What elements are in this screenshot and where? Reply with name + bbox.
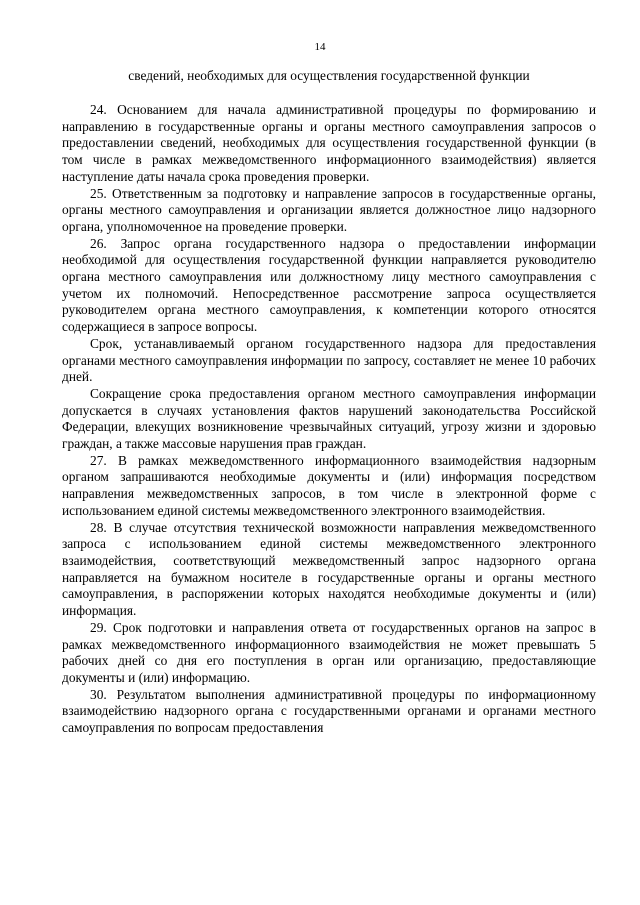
paragraph-25: 25. Ответственным за подготовку и направление запросов в государственные органы, органы местного самоуправления и организации является должностное лицо надзорного органа, уполномоченное на проведение проверки.: [62, 185, 596, 234]
paragraph-30: 30. Результатом выполнения административной процедуры по информационному взаимодействию надзорного органа с государственными органами и органами местного самоуправления по вопросам предоставления: [62, 686, 596, 736]
paragraph-29: 29. Срок подготовки и направления ответа от государственных органов на запрос в рамках межведомственного информационного взаимодействия не может превышать 5 рабочих дней со дня его поступления в орган или организацию, предоставляющие документы и (или) информацию.: [62, 619, 596, 685]
section-heading: сведений, необходимых для осуществления государственной функции: [128, 68, 530, 83]
paragraph-26: 26. Запрос органа государственного надзора о предоставлении информации необходимой для осуществления государственной функции направляется руководителю органа местного самоуправления или должностному лицу местного самоуправления с учетом их полномочий. Непосредственное рассмотрение запроса осуществляется руководителем органа местного самоуправления, к компетенции которого относятся содержащиеся в запросе вопросы.: [62, 235, 596, 335]
document-body: [62, 102, 596, 737]
paragraph-deadline: Срок, устанавливаемый органом государственного надзора для предоставления органами местного самоуправления информации по запросу, составляет не менее 10 рабочих дней.: [62, 335, 596, 385]
paragraph-27: 27. В рамках межведомственного информационного взаимодействия надзорным органом запрашиваются необходимые документы и (или) информация посредством направления межведомственных запросов, в том числе в электронной форме с использованием единой системы межведомственного электронного взаимодействия.: [62, 452, 596, 518]
paragraph-24: 24. Основанием для начала административной процедуры по формированию и направлению в государственные органы и органы местного самоуправления запросов о предоставлении сведений, необходимых для осуществления государственной функции (в том числе в рамках межведомственного информационного взаимодействия) является наступление даты начала срока проведения проверки.: [62, 102, 596, 184]
page-number: 14: [314, 41, 326, 53]
paragraph-28: 28. В случае отсутствия технической возможности направления межведомственного запроса с использованием единой системы межведомственного электронного взаимодействия, соответствующий межведомственный запрос надзорного органа направляется на бумажном носителе в государственные органы и органы местного самоуправления, в распоряжении которых находятся необходимые документы и (или) информация.: [62, 519, 596, 619]
paragraph-deadline-reduction: Сокращение срока предоставления органом местного самоуправления информации допускается в случаях установления фактов нарушений законодательства Российской Федерации, влекущих возникновение чрезвычайных ситуаций, угрозу жизни и здоровью граждан, а также массовые нарушения прав граждан.: [62, 385, 596, 452]
